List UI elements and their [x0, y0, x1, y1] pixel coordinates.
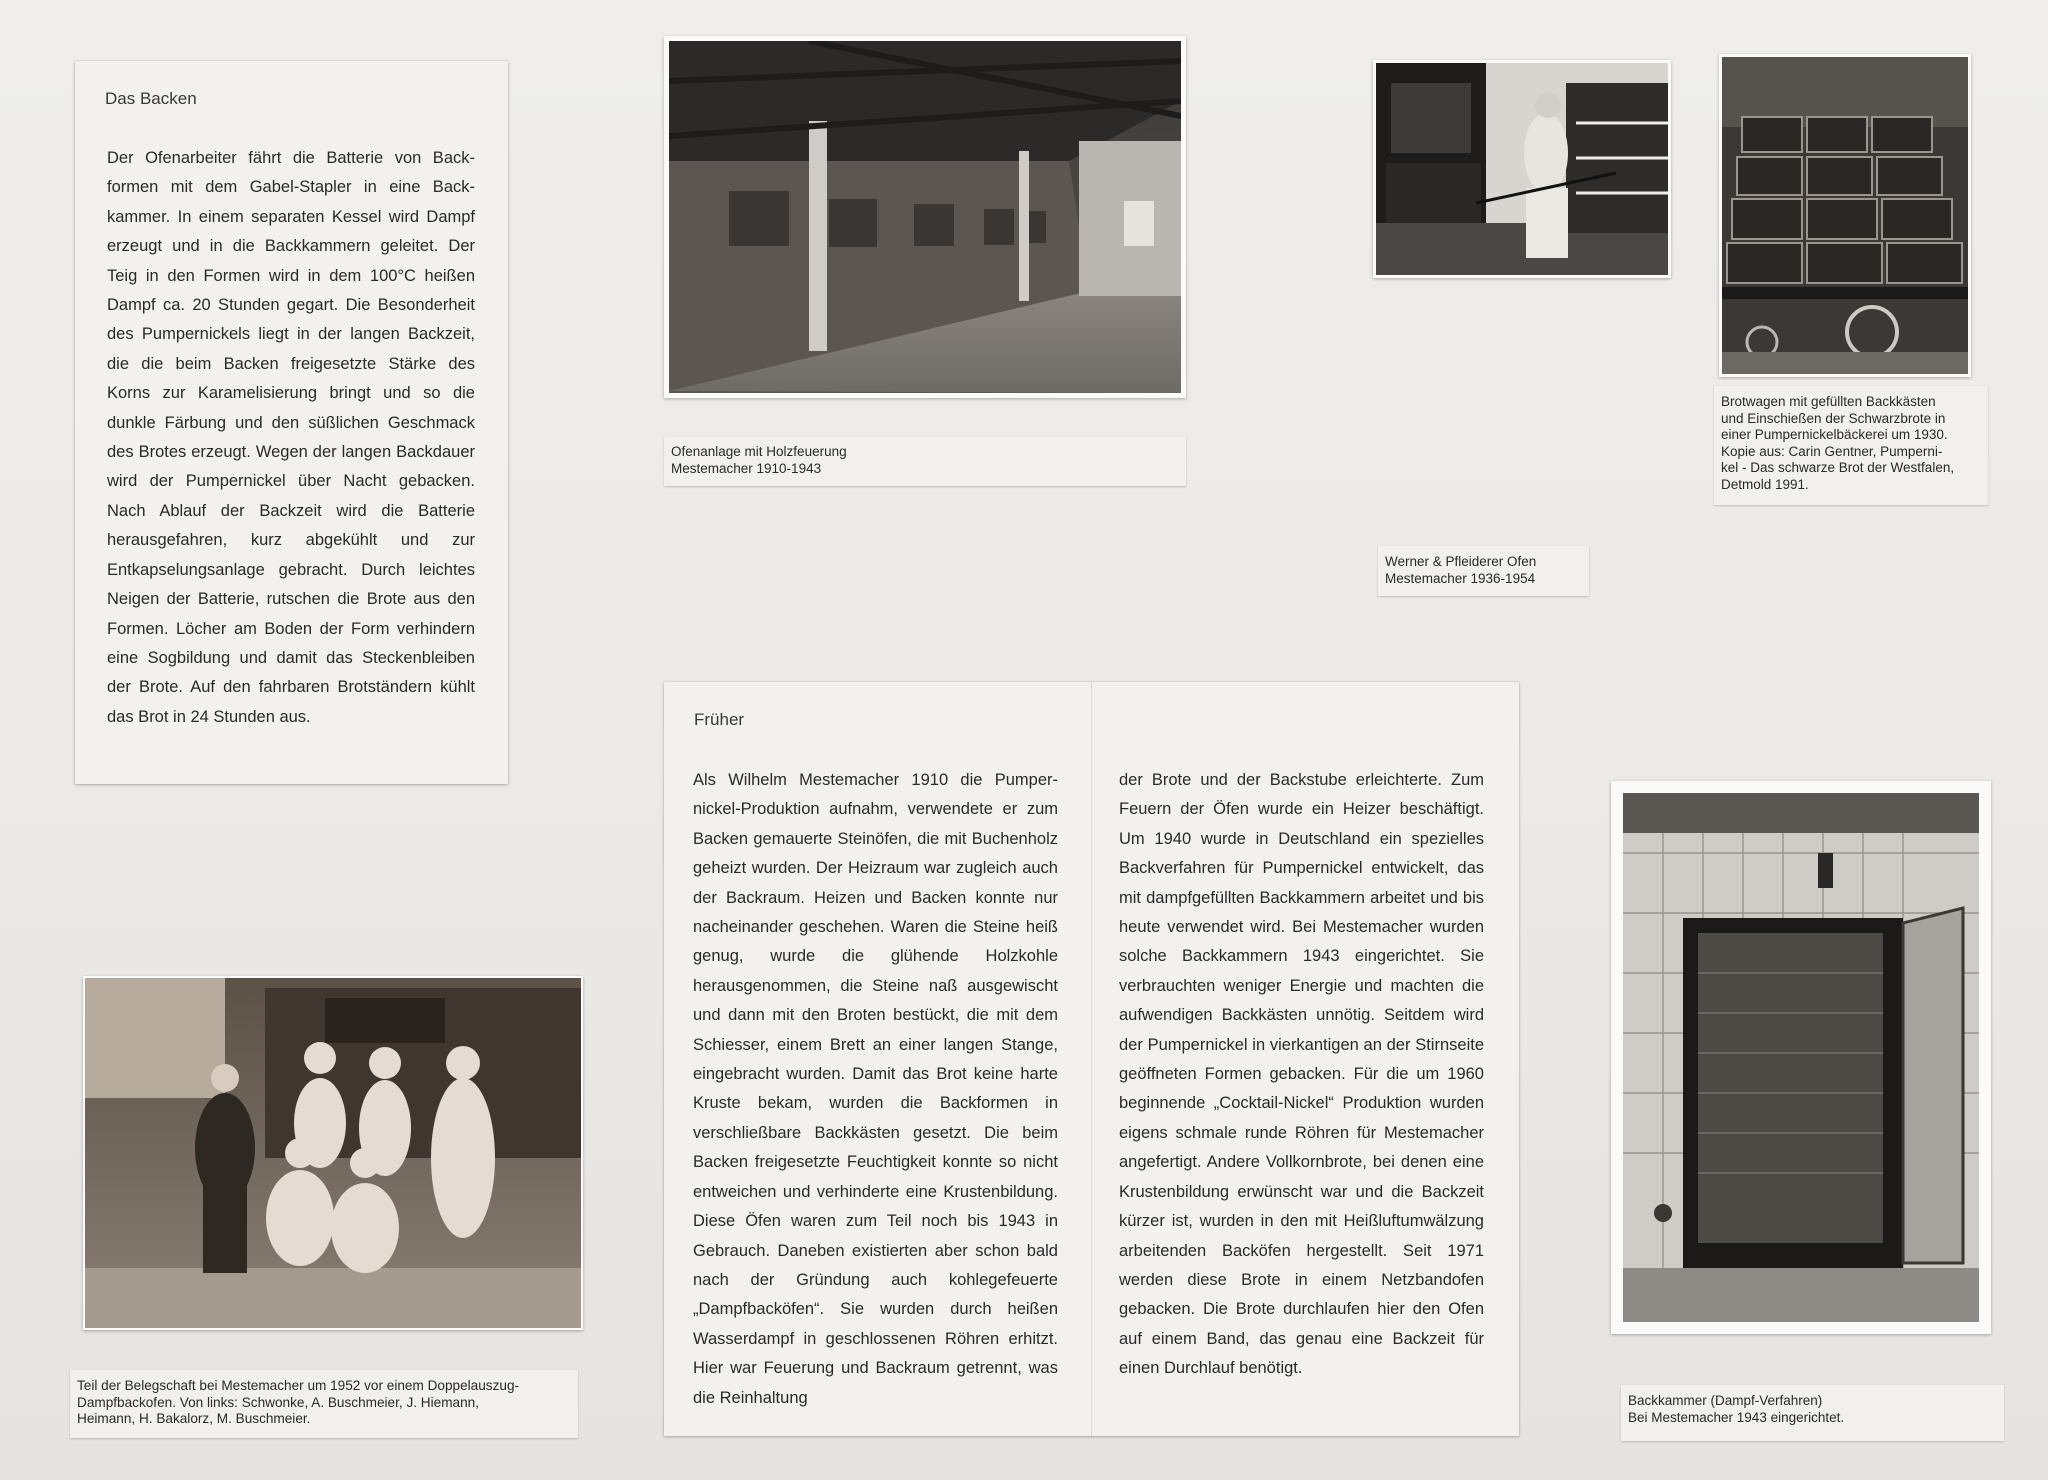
- frueher-column-2: der Brote und der Backstube erleichterte. Zum Feuern der Öfen wurde ein Heizer beschäftigt. Um 1940 wurde in Deutschland ein spezielles Backverfahren für Pumpernickel entwickelt, das mit dampfgefüllten Backkammern arbeitet und bis heute verwendet wird. Bei Mestemacher wurden solche Backkammern 1943 eingerichtet. Sie verbrauchten weniger Energie und machten die aufwendigen Backkästen unnötig. Seitdem wird der Pumpernickel in vierkantigen an der Stirnseite geöffneten Formen gebacken. Für die um 1960 beginnende „Cocktail-Nickel“ Produktion wurden eigens schmale runde Röhren für Mestemacher angefertigt. Andere Vollkornbrote, bei denen eine Krustenbildung erwünscht war und die Backzeit kürzer ist, wurden in den mit Heißluftumwälzung arbeitenden Backöfen hergestellt. Seit 1971 werden diese Brote in einem Netzbandofen gebacken. Die Brote durchlaufen hier den Ofen auf einem Band, das genau eine Backzeit für einen Durchlauf benötigt.: [1119, 771, 1484, 1378]
- column-divider: [1091, 682, 1092, 1436]
- caption-line: Heimann, H. Bakalorz, M. Buschmeier.: [77, 1411, 311, 1426]
- steam-chamber-photo: [1611, 781, 1991, 1334]
- caption-line: Dampfbackofen. Von links: Schwonke, A. Buschmeier, J. Hiemann,: [77, 1394, 479, 1410]
- brotwagen-caption: [1714, 386, 1988, 505]
- werner-caption: [1378, 546, 1589, 596]
- das-backen-panel: [75, 61, 508, 784]
- oven-hall-photo: [664, 36, 1186, 398]
- caption-line: Detmold 1991.: [1721, 476, 1809, 492]
- backkammer-caption: [1621, 1385, 2004, 1441]
- bread-cart-photo: [1719, 54, 1971, 377]
- caption-line: Brotwagen mit gefüllten Backkästen: [1721, 394, 1936, 409]
- caption-line: Mestemacher 1910-1943: [671, 460, 822, 476]
- caption-line: Werner & Pfleiderer Ofen: [1385, 554, 1537, 569]
- frueher-column-1: Als Wilhelm Mestemacher 1910 die Pumpernickel-Produktion aufnahm, verwendete er zum Backen gemauerte Steinöfen, die mit Buchenholz geheizt wurden. Der Heizraum war zugleich auch der Backraum. Heizen und Backen konnte nur nacheinander geschehen. Waren die Steine heiß genug, wurde die glühende Holzkohle herausgenommen, die Steine naß ausgewischt und dann mit den Broten bestückt, die mit dem Schiesser, einem Brett an einer langen Stange, eingebracht wurden. Damit das Brot keine harte Kruste bekam, wurden die Backformen in verschließbare Backkästen gesetzt. Die beim Backen freigesetzte Feuchtigkeit konnte so nicht entweichen und verhinderte eine Krustenbildung. Diese Öfen waren zum Teil noch bis 1943 in Gebrauch. Daneben existierten aber schon bald nach der Gründung auch kohlegefeuerte „Dampfbacköfen“. Sie wurden durch heißen Wasserdampf in geschlossenen Röhren erhitzt. Hier war Feuerung und Backraum getrennt, was die Reinhaltung: [693, 771, 1058, 1407]
- das-backen-title: Das Backen: [105, 89, 197, 108]
- staff-group-photo: [83, 976, 583, 1330]
- caption-line: Bei Mestemacher 1943 eingerichtet.: [1628, 1409, 1845, 1425]
- caption-line: Ofenanlage mit Holzfeuerung: [671, 444, 847, 459]
- caption-line: und Einschießen der Schwarzbrote in: [1721, 410, 1946, 426]
- caption-line: Backkammer (Dampf-Verfahren): [1628, 1393, 1823, 1408]
- belegschaft-caption: [70, 1370, 578, 1438]
- baker-at-oven-photo: [1373, 60, 1671, 278]
- ofenanlage-caption: [664, 436, 1186, 486]
- caption-line: Kopie aus: Carin Gentner, Pumperni-: [1721, 443, 1943, 459]
- caption-line: einer Pumpernickelbäckerei um 1930.: [1721, 427, 1948, 443]
- caption-line: Teil der Belegschaft bei Mestemacher um 1952 vor einem Doppelauszug-: [77, 1378, 520, 1393]
- caption-line: kel - Das schwarze Brot der Westfalen,: [1721, 460, 1955, 476]
- frueher-panel: [664, 682, 1519, 1436]
- caption-line: Mestemacher 1936-1954: [1385, 570, 1536, 586]
- frueher-title: Früher: [694, 710, 745, 729]
- das-backen-text: Der Ofenarbeiter fährt die Batterie von Backformen mit dem Gabel-Stapler in eine Backkammer. In einem separaten Kessel wird Dampf erzeugt und in die Backkammern geleitet. Der Teig in den Formen wird in dem 100°C heißen Dampf ca. 20 Stunden gegart. Die Besonderheit des Pumpernickels liegt in der langen Backzeit, die die beim Backen freigesetzte Stärke des Korns zur Karamelisierung bringt und so die dunkle Färbung und den süßlichen Geschmack des Brotes erzeugt. Wegen der langen Backdauer wird der Pumpernickel über Nacht gebacken. Nach Ablauf der Backzeit wird die Batterie herausgefahren, kurz abgekühlt und zur Entkapselungsanlage gebracht. Durch leichtes Neigen der Batterie, rutschen die Brote aus den Formen. Löcher am Boden der Form verhindern eine Sogbildung und damit das Steckenbleiben der Brote. Auf den fahrbaren Brotständern kühlt das Brot in 24 Stunden aus.: [107, 149, 475, 726]
